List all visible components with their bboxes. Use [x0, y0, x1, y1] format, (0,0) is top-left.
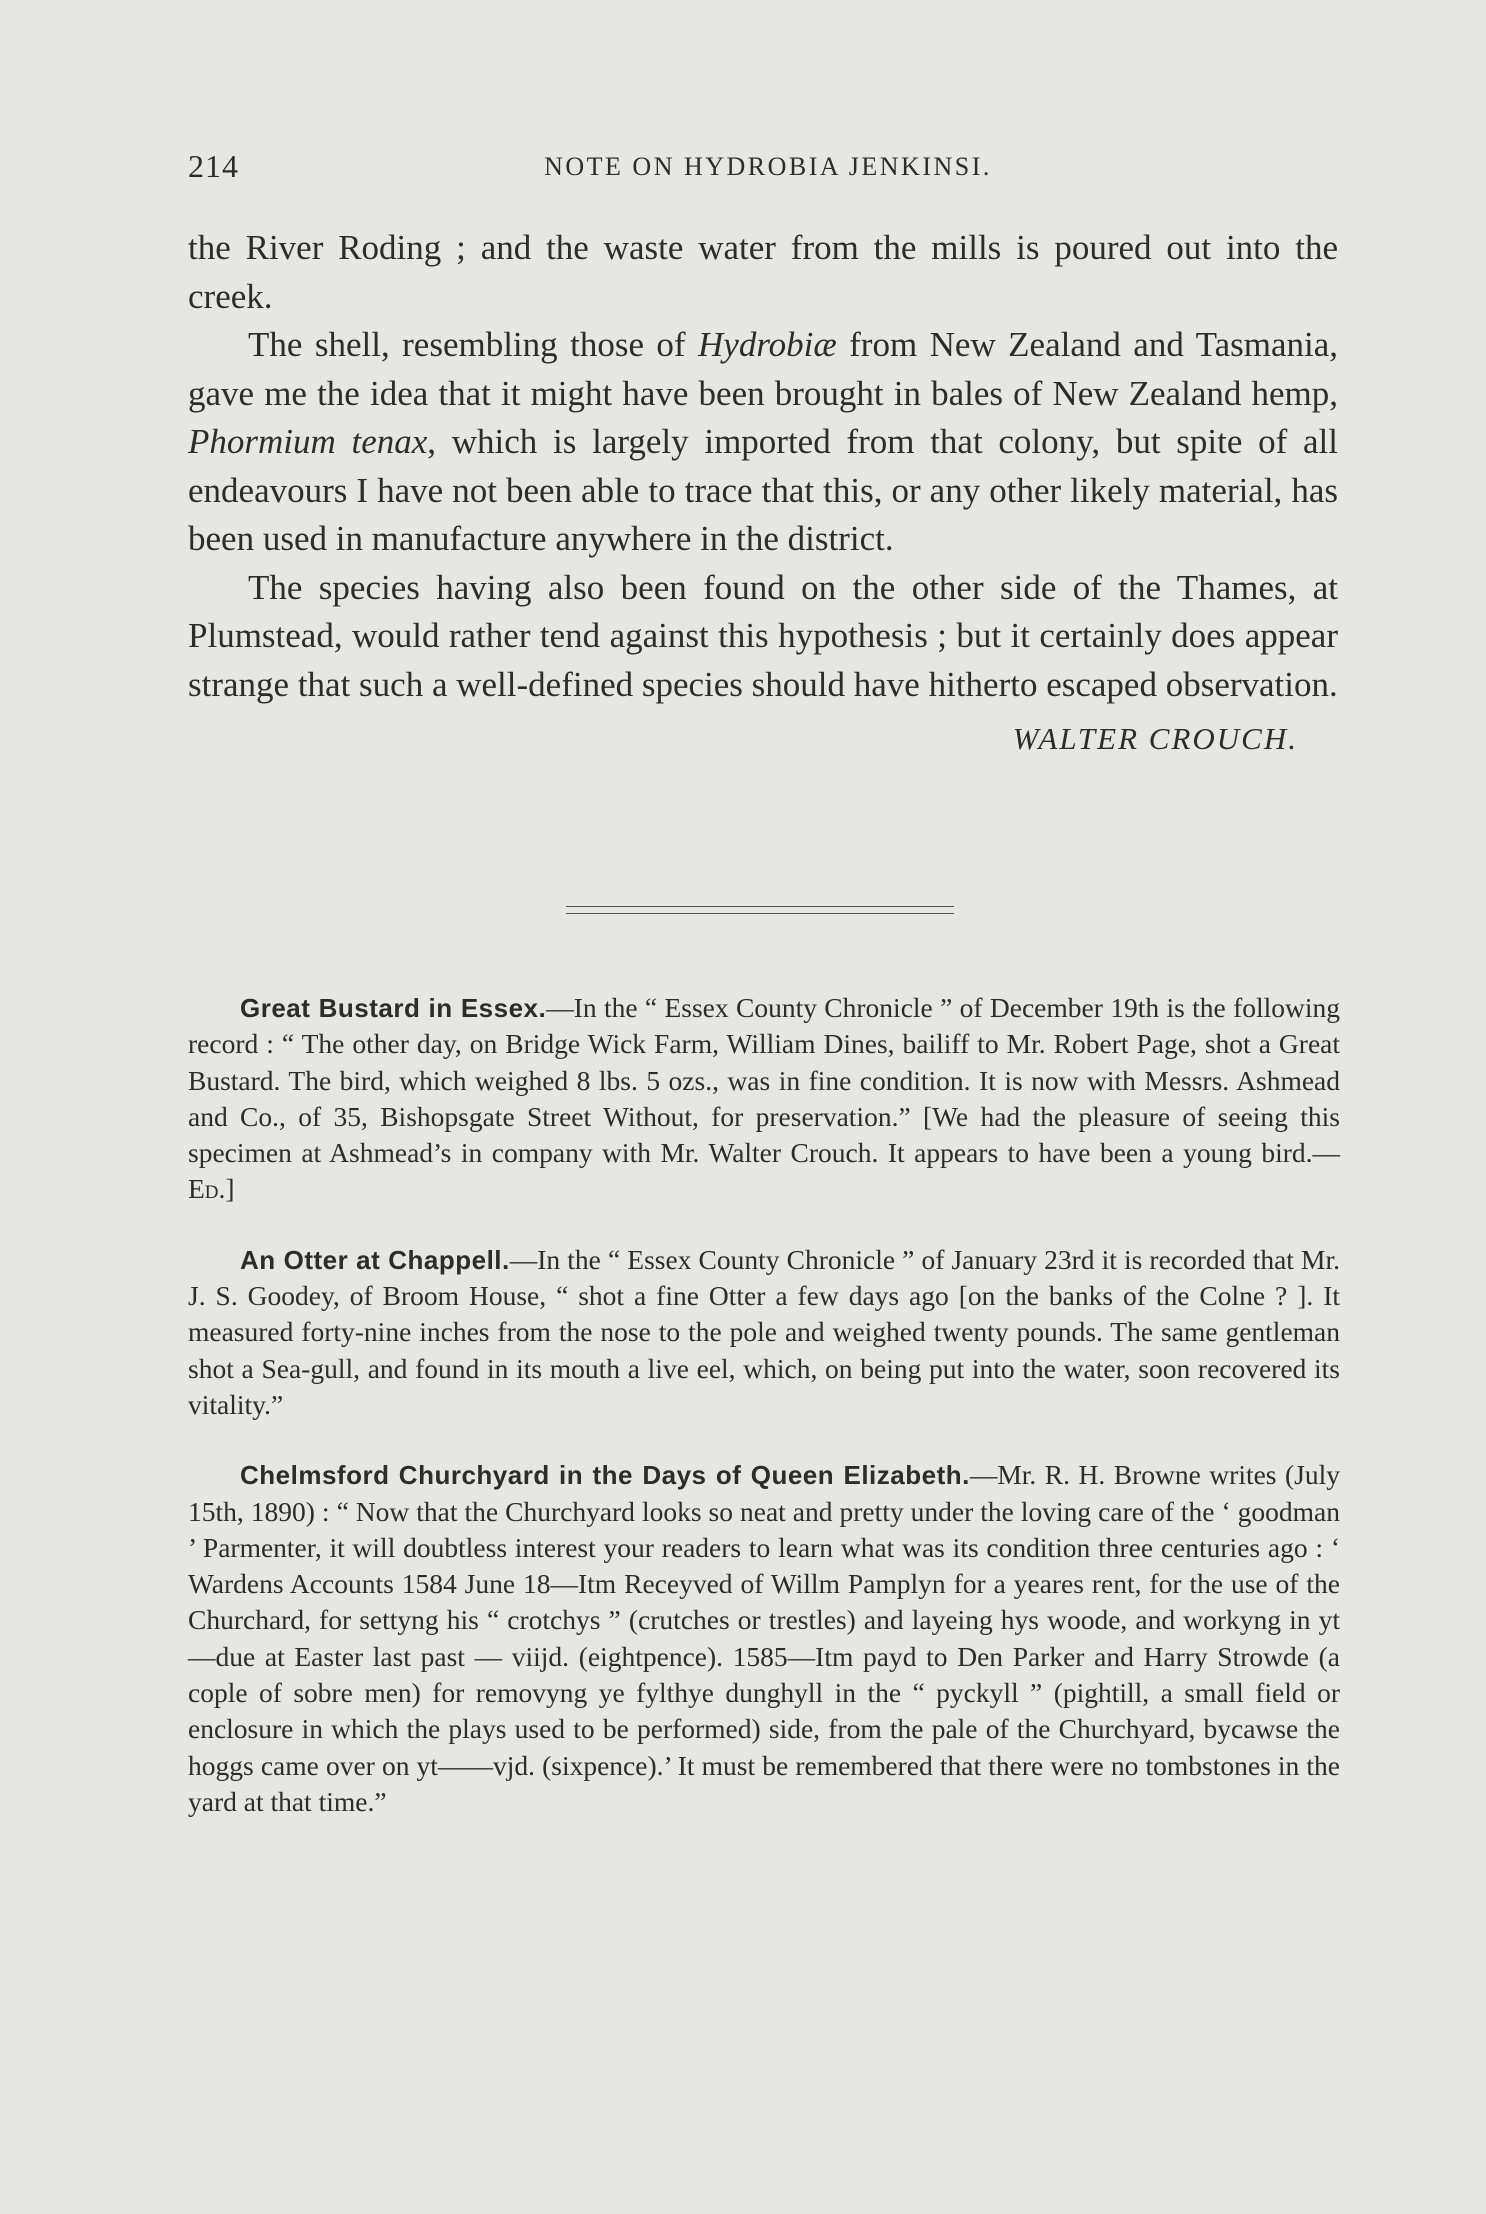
paragraph-2-text-a: The shell, resembling those of	[248, 325, 699, 364]
note-otter	[188, 1242, 1340, 1423]
note-text: —In the “ Essex County Chronicle ” of December 19th is the following record : “ The other day, on Bridge Wick Farm, William Dines, bailiff to Mr. Robert Page, shot a Great Bustard. The bird, which weighed 8 lbs. 5 ozs., was in fine condition. It is now with Messrs. Ashmead and Co., of 35, Bishopsgate Street Without, for preservation.” [We had the pleasure of seeing this specimen at Ashmead’s in company with Mr. Walter Crouch. It appears to have been a young bird.—	[188, 992, 1341, 1169]
running-title: NOTE ON HYDROBIA JENKINSI.	[544, 152, 992, 181]
author-signature: WALTER CROUCH.	[1012, 721, 1298, 756]
note-title: Great Bustard in Essex.	[240, 993, 547, 1023]
note-churchyard	[188, 1457, 1340, 1820]
page-number: 214	[188, 148, 239, 184]
paragraph-2-text-c: , which is largely imported from that colony, but spite of all endeavours I have not been able to trace that this, or any other likely material, has been used in manufacture anywhere in the district.	[188, 422, 1338, 558]
editor-mark: Ed.	[188, 1173, 226, 1205]
paragraph-1: the River Roding ; and the waste water from the mills is poured out into the creek.	[188, 228, 1338, 316]
section-divider	[566, 906, 954, 914]
note-title: An Otter at Chappell.	[240, 1244, 510, 1275]
note-title: Chelmsford Churchyard in the Days of Queen Elizabeth.	[240, 1460, 970, 1491]
paragraph-2-text-b: from New Zealand and Tasmania, gave me the idea that it might have been brought in bales of New Zealand hemp,	[188, 325, 1338, 413]
paragraph-3: The species having also been found on the other side of the Thames, at Plumstead, would rather tend against this hypothesis ; but it certainly does appear strange that such a well-defined species should have hitherto escaped observation.	[188, 567, 1338, 704]
article-body	[188, 224, 1338, 764]
note-great-bustard	[188, 990, 1340, 1208]
note-text: —In the “ Essex County Chronicle ” of January 23rd it is recorded that Mr. J. S. Goodey, of Broom House, “ shot a fine Otter a few days ago [on the banks of the Colne ? ]. It measured forty-nine inches from the nose to the pole and weighed twenty pounds. The same gentleman shot a Sea-gull, and found in its mouth a live eel, which, on being put into the water, soon recovered its vitality.”	[188, 1243, 1341, 1420]
page-header	[188, 148, 1348, 192]
note-close: ]	[225, 1173, 235, 1205]
notes-section	[188, 990, 1340, 1854]
paragraph-2	[188, 321, 1338, 564]
genus-name: Hydrobiæ	[698, 325, 837, 364]
species-name: Phormium tenax	[188, 422, 428, 461]
note-text: —Mr. R. H. Browne writes (July 15th, 1890) : “ Now that the Churchyard looks so neat and pretty under the loving care of the ‘ goodman ’ Parmenter, it will doubtless interest your readers to learn what was its condition three centuries ago : ‘ Wardens Accounts 1584 June 18—Itm Receyved of Willm Pamplyn for a yeares rent, for the use of the Churchard, for settyng his “ crotchys ” (crutches or trestles) and layeing hys woode, and workyng in yt—due at Easter last past — viijd. (eightpence). 1585—Itm payd to Den Parker and Harry Strowde (a cople of sobre men) for removyng ye fylthye dunghyll in the “ pyckyll ” (pightill, a small field or enclosure in which the plays used to be performed) side, from the pale of the Churchyard, bycawse the hoggs came over on yt——vjd. (sixpence).’ It must be remembered that there were no tombstones in the yard at that time.”	[188, 1459, 1340, 1817]
